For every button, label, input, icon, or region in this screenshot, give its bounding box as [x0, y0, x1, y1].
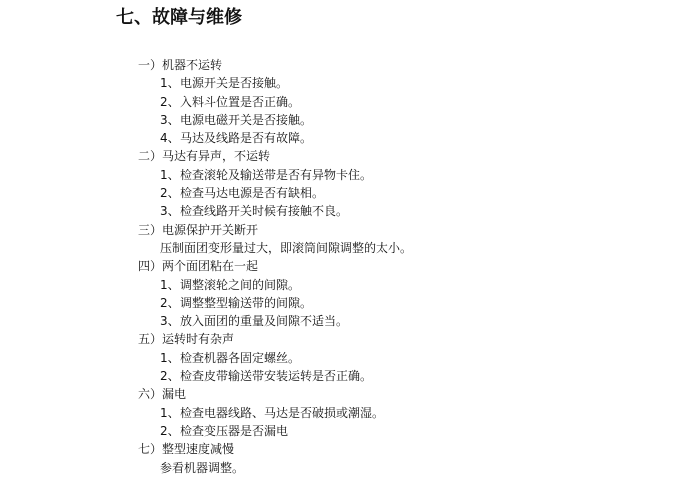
- list-item: [138, 129, 678, 147]
- item-number: 1、: [160, 405, 180, 420]
- section-dough-sticking: [138, 257, 678, 330]
- item-text: 马达及线路是否有故障。: [180, 131, 313, 146]
- section-heading: 五）运转时有杂声: [138, 332, 235, 347]
- item-number: 2、: [160, 295, 180, 310]
- section-heading: 四）两个面团粘在一起: [138, 259, 259, 274]
- list-item: [138, 184, 678, 202]
- list-item: [138, 202, 678, 220]
- list-item: [138, 294, 678, 312]
- item-number: 3、: [160, 314, 180, 329]
- item-number: 3、: [160, 204, 180, 219]
- page-title: 七、故障与维修: [116, 7, 242, 28]
- list-item: [138, 312, 678, 330]
- item-number: 2、: [160, 94, 180, 109]
- list-item: [138, 111, 678, 129]
- item-text: 入料斗位置是否正确。: [180, 94, 301, 109]
- section-heading: 二）马达有异声，不运转: [138, 149, 271, 164]
- section-heading: 六）漏电: [138, 387, 187, 402]
- item-number: 1、: [160, 350, 180, 365]
- item-number: 2、: [160, 369, 180, 384]
- item-number: 4、: [160, 131, 180, 146]
- section-shaping-slowdown: [138, 440, 678, 477]
- item-text: 检查滚轮及输送带是否有异物卡住。: [180, 167, 373, 182]
- list-item: [138, 93, 678, 111]
- list-item: [138, 422, 678, 440]
- item-text: 放入面团的重量及间隙不适当。: [180, 314, 349, 329]
- item-number: 1、: [160, 277, 180, 292]
- item-number: 2、: [160, 186, 180, 201]
- item-text: 调整滚轮之间的间隙。: [180, 277, 301, 292]
- list-item: [138, 166, 678, 184]
- section-note: 参看机器调整。: [160, 460, 245, 475]
- section-heading: 三）电源保护开关断开: [138, 222, 259, 237]
- section-heading: 一）机器不运转: [138, 58, 223, 72]
- list-item: [138, 367, 678, 385]
- troubleshooting-list: [138, 56, 678, 477]
- list-item: [138, 349, 678, 367]
- item-text: 检查变压器是否漏电: [180, 423, 289, 438]
- section-heading: 七）整型速度减慢: [138, 442, 235, 457]
- item-text: 检查皮带输送带安装运转是否正确。: [180, 369, 373, 384]
- item-number: 1、: [160, 167, 180, 182]
- section-running-noise: [138, 330, 678, 385]
- list-item: [138, 276, 678, 294]
- item-text: 检查机器各固定螺丝。: [180, 350, 301, 365]
- item-text: 检查电器线路、马达是否破损或潮湿。: [180, 405, 385, 420]
- item-number: 1、: [160, 76, 180, 91]
- item-text: 电源开关是否接触。: [180, 76, 289, 91]
- section-electric-leakage: [138, 385, 678, 440]
- section-note: 压制面团变形量过大，即滚筒间隙调整的太小。: [160, 240, 413, 255]
- section-motor-noise: [138, 147, 678, 220]
- section-machine-not-running: [138, 56, 678, 147]
- item-text: 检查线路开关时候有接触不良。: [180, 204, 349, 219]
- item-number: 3、: [160, 112, 180, 127]
- list-item: [138, 74, 678, 92]
- item-number: 2、: [160, 423, 180, 438]
- list-item: [138, 404, 678, 422]
- item-text: 电源电磁开关是否接触。: [180, 112, 313, 127]
- section-power-protection: [138, 221, 678, 258]
- item-text: 检查马达电源是否有缺相。: [180, 186, 325, 201]
- item-text: 调整整型输送带的间隙。: [180, 295, 313, 310]
